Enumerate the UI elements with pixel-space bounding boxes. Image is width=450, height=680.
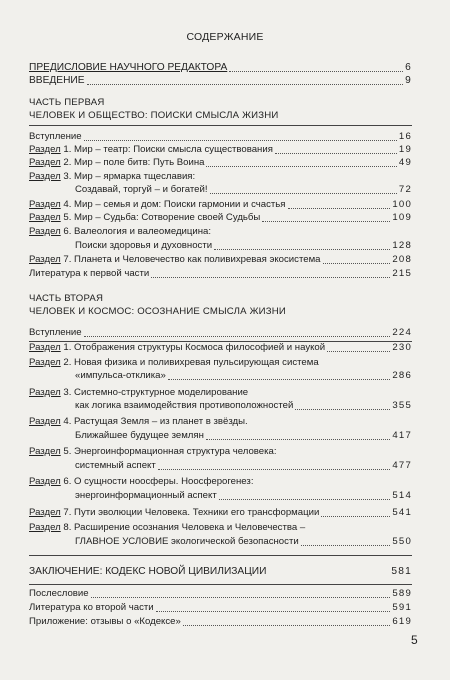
leader-dots [229,71,403,72]
toc-entry-part1-section1 [29,144,412,156]
toc-entry-appendix [29,616,412,628]
entry-label: 1. Отображения структуры Космоса философией и наукой [60,342,326,353]
section-prefix: Раздел [29,144,61,155]
section-prefix: Раздел [29,226,61,237]
toc-entry-part1-section2 [29,157,412,169]
entry-label-continued: Создавай, торгуй – и богатей! [75,184,208,195]
entry-label: 1. Мир – театр: Поиски смысла существования [60,144,273,155]
toc-entry-part2-section6-cont [75,490,412,502]
leader-dots [156,611,391,612]
toc-entry-part2-section8 [29,522,305,534]
entry-label-continued: как логика взаимодействия противоположностей [75,400,294,411]
toc-entry-part1-section3-cont [75,184,412,196]
leader-gap [268,575,389,576]
toc-entry-part1-section4 [29,199,412,211]
toc-entry-part1-section6 [29,226,211,238]
section-prefix: Раздел [29,416,61,427]
entry-label: 3. Мир – ярмарка тщеславия: [60,171,196,182]
entry-label-continued: Поиски здоровья и духовности [75,240,213,251]
entry-label: Литература ко второй части [29,602,154,613]
toc-entry-part2-section4-cont [75,430,412,442]
leader-dots [275,153,397,154]
entry-page: 6 [405,62,412,73]
entry-page: 550 [392,536,412,547]
toc-entry-part2-literature [29,602,412,614]
leader-dots [321,516,390,517]
entry-label: Вступление [29,327,82,338]
entry-page: 9 [405,75,412,86]
entry-page: 224 [392,327,412,338]
leader-dots [183,625,391,626]
part2-subtitle: ЧЕЛОВЕК И КОСМОС: ОСОЗНАНИЕ СМЫСЛА ЖИЗНИ [29,306,286,317]
toc-entry-afterword [29,588,412,600]
entry-label: ЗАКЛЮЧЕНИЕ: КОДЕКС НОВОЙ ЦИВИЛИЗАЦИИ [29,566,267,577]
section-prefix: Раздел [29,254,61,265]
toc-entry-part2-section2 [29,357,319,369]
entry-page: 16 [398,131,412,142]
entry-page: 589 [392,588,412,599]
section-prefix: Раздел [29,446,61,457]
entry-page: 230 [392,342,412,353]
section-prefix: Раздел [29,476,61,487]
toc-entry-preface [29,62,412,74]
leader-dots [210,193,397,194]
leader-dots [168,379,391,380]
leader-dots [219,499,391,500]
part1-subtitle: ЧЕЛОВЕК И ОБЩЕСТВО: ПОИСКИ СМЫСЛА ЖИЗНИ [29,110,279,121]
toc-entry-part1-section3 [29,171,195,183]
entry-label: 5. Мир – Судьба: Сотворение своей Судьбы [60,212,261,223]
entry-label: 8. Расширение осознания Человека и Человечества – [60,522,306,533]
toc-entry-conclusion [29,566,412,578]
toc-entry-introduction [29,75,412,87]
toc-entry-part2-section7 [29,507,412,519]
entry-label-continued: системный аспект [75,460,156,471]
section-prefix: Раздел [29,357,61,368]
entry-page: 591 [392,602,412,613]
entry-label-continued: «импульса-отклика» [75,370,166,381]
section-prefix: Раздел [29,522,61,533]
leader-dots [84,140,397,141]
entry-label: 2. Новая физика и поливихревая пульсирующая система [60,357,319,368]
leader-dots [327,351,390,352]
leader-dots [158,469,391,470]
toc-entry-part1-section5 [29,212,412,224]
leader-dots [84,336,391,337]
entry-label: 6. О сущности ноосферы. Ноосферогенез: [60,476,254,487]
toc-entry-part1-section7 [29,254,412,266]
entry-label: ВВЕДЕНИЕ [29,75,85,86]
entry-label: 7. Планета и Человечество как поливихревая экосистема [60,254,321,265]
entry-label: Приложение: отзывы о «Кодексе» [29,616,181,627]
toc-entry-part2-section6 [29,476,253,488]
leader-dots [91,597,391,598]
leader-dots [206,166,396,167]
leader-dots [214,249,390,250]
section-prefix: Раздел [29,157,61,168]
entry-label-continued: энергоинформационный аспект [75,490,217,501]
toc-heading: СОДЕРЖАНИЕ [186,31,264,43]
entry-label: 7. Пути эволюции Человека. Техники его трансформации [60,507,320,518]
toc-entry-part2-section5 [29,446,277,458]
toc-entry-part2-section1 [29,342,412,354]
section-prefix: Раздел [29,387,61,398]
leader-dots [301,545,391,546]
entry-label: ПРЕДИСЛОВИЕ НАУЧНОГО РЕДАКТОРА [29,62,228,73]
entry-page: 619 [392,616,412,627]
leader-dots [288,208,391,209]
leader-dots [262,221,390,222]
entry-label: 4. Мир – семья и дом: Поиски гармонии и счастья [60,199,286,210]
leader-dots [151,277,390,278]
toc-entry-part2-section3-cont [75,400,412,412]
part2-title: ЧАСТЬ ВТОРАЯ [29,293,104,304]
toc-entry-part2-section2-cont [75,370,412,382]
page-number: 5 [411,633,418,647]
entry-page: 19 [398,144,412,155]
toc-entry-part2-section3 [29,387,248,399]
entry-page: 355 [392,400,412,411]
toc-entry-part2-section8-cont [75,536,412,548]
entry-label-continued: ГЛАВНОЕ УСЛОВИЕ экологической безопасности [75,536,299,547]
leader-dots [295,409,390,410]
entry-page: 541 [392,507,412,518]
toc-entry-part2-intro [29,327,412,339]
entry-label: Послесловие [29,588,89,599]
entry-label: 5. Энергоинформационная структура человека: [60,446,277,457]
entry-label: 2. Мир – поле битв: Путь Воина [60,157,205,168]
section-prefix: Раздел [29,171,61,182]
entry-page: 72 [398,184,412,195]
leader-dots [206,439,391,440]
entry-page: 215 [392,268,412,279]
leader-dots [87,84,404,85]
section-prefix: Раздел [29,507,61,518]
toc-entry-part2-section5-cont [75,460,412,472]
entry-label-continued: Ближайшее будущее землян [75,430,204,441]
entry-label: 3. Системно-структурное моделирование [60,387,249,398]
section-prefix: Раздел [29,342,61,353]
part1-rule [29,125,412,126]
entry-page: 208 [392,254,412,265]
section-prefix: Раздел [29,199,61,210]
toc-entry-part2-section4 [29,416,248,428]
entry-page: 477 [392,460,412,471]
entry-page: 514 [392,490,412,501]
leader-dots [323,263,391,264]
toc-entry-part1-intro [29,131,412,143]
entry-page: 100 [392,199,412,210]
part1-title: ЧАСТЬ ПЕРВАЯ [29,97,105,108]
entry-label: Литература к первой части [29,268,150,279]
entry-page: 581 [391,566,412,577]
entry-page: 49 [398,157,412,168]
entry-label: Вступление [29,131,82,142]
entry-page: 417 [392,430,412,441]
entry-page: 109 [392,212,412,223]
toc-entry-part1-literature [29,268,412,280]
entry-label: 6. Валеология и валеомедицина: [60,226,212,237]
section-prefix: Раздел [29,212,61,223]
toc-entry-part1-section6-cont [75,240,412,252]
entry-page: 286 [392,370,412,381]
entry-page: 128 [392,240,412,251]
tail-rule [29,584,412,585]
conclusion-rule [29,555,412,556]
entry-label: 4. Растущая Земля – из планет в звёзды. [60,416,248,427]
